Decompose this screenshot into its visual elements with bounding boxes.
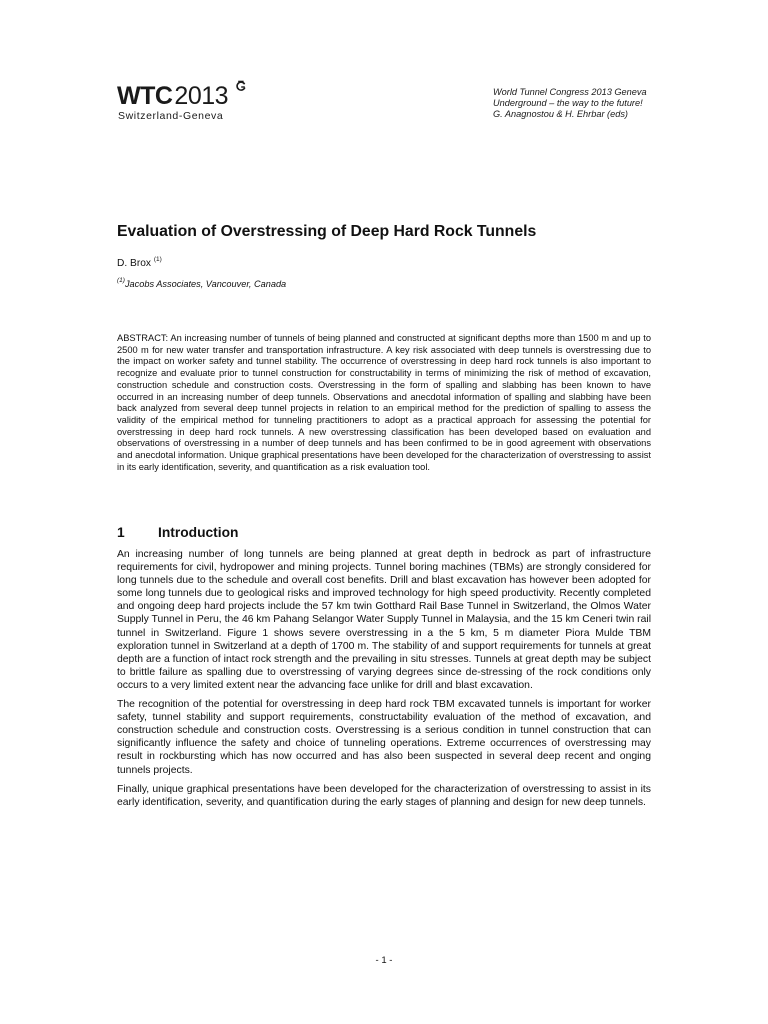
logo-year-text: 2013 [174, 82, 229, 110]
page-number: - 1 - [375, 955, 393, 966]
paper-title: Evaluation of Overstressing of Deep Hard Rock Tunnels [117, 223, 537, 240]
conference-header [493, 87, 647, 120]
conference-motto: Underground – the way to the future! [493, 98, 643, 108]
author-name: D. Brox [117, 258, 151, 269]
author-affiliation-marker: (1) [153, 256, 162, 263]
affiliation-marker: (1) [117, 277, 125, 284]
logo-wordmark [117, 84, 228, 109]
author-line [117, 258, 162, 269]
paragraph: The recognition of the potential for overstressing in deep hard rock TBM excavated tunnels is important for worker safety, tunnel stability and support requirements, constructability evaluation of the method of excavation, and construction schedule and construction costs. Overstressing is a serious condition in tunnel construction that can significantly influence the safety and choice of tunneling operations. Extreme occurrences of overstressing may result in rockbursting which has now occurred and has also been suspected in several deep recent and onging tunnels projects. [117, 699, 651, 776]
section-number: 1 [117, 525, 125, 540]
logo-subtitle: Switzerland-Geneva [118, 110, 224, 122]
section-title: Introduction [158, 525, 239, 540]
paragraph: An increasing number of long tunnels are being planned at great depth in bedrock as part of infrastructure requirements for civil, hydropower and mining projects. Tunnel boring machines (TBMs) are strongly considered for long tunnels due to the schedule and overall cost benefits. Drill and blast excavation has however been adopted for some long tunnels due to geological risks and improved technology for high speed productivity. Recently completed and ongoing deep hard projects include the 57 km twin Gotthard Rail Base Tunnel in Switzerland, the Olmos Water Supply Tunnel in Peru, the 46 km Pahang Selangor Water Supply Tunnel in Malaysia, and the 15 km Ceneri twin rail tunnel in Switzerland. Figure 1 shows severe overstressing in a the 5 km, 5 m diameter Piora Mulde TBM exploration tunnel in Switzerland at a depth of 1700 m. The stability of and support requirements for tunnels at great depth are a function of intact rock strength and the prevailing in situ stresses. Tunnels at great depth may be subject to brittle failure as spalling due to overstressing of varying degrees since de-stressing of the rock conditions only occurs to a very limited extent near the advancing face unlike for drill and blast excavation. [117, 549, 651, 691]
wtc-2013-logo [117, 80, 257, 126]
affiliation-line [117, 279, 286, 289]
conference-editors: G. Anagnostou & H. Ehrbar (eds) [493, 109, 628, 119]
conference-name: World Tunnel Congress 2013 Geneva [493, 87, 647, 97]
circle-arrow-mark-icon [235, 80, 247, 92]
affiliation-text: Jacobs Associates, Vancouver, Canada [124, 279, 287, 289]
abstract: ABSTRACT: An increasing number of tunnels of being planned and constructed at significant depths more than 1500 m and up to 2500 m for new water transfer and transportation infrastructure. A key risk associated with deep tunnels is overstressing due to the impact on worker safety and tunnel stability. The occurrence of overstressing in deep hard rock tunnels is also important to recognize and evaluate prior to tunnel construction for constructability in terms of minimizing the risk of method of excavation, construction schedule and construction costs. Overstressing in the form of spalling and slabbing has been known to have occurred in an increasing number of deep tunnels. Observations and anecdotal information of spalling and slabbing have been back analyzed from several deep tunnel projects in relation to an empirical method for the prediction of spalling to assess the validity of the empirical method for tunneling practitioners to adopt as a practical approach for assessing the potential for overstressing in deep hard rock tunnels. A new overstressing classification has been developed based on evaluation and observations of overstressing in a number of deep tunnels and has been confirmed to be in good agreement with observations and anecdotal information. Unique graphical presentations have been developed for the characterization of overstressing to assist in its early identification, severity, and quantification as a risk evaluation tool. [117, 333, 651, 472]
paragraph: Finally, unique graphical presentations have been developed for the characterization of overstressing to assist in its early identification, severity, and quantification during the early stages of planning and design for new deep tunnels. [117, 783, 651, 808]
section-heading [117, 525, 238, 540]
logo-wtc-text: WTC [117, 82, 173, 110]
body-text [117, 548, 651, 815]
